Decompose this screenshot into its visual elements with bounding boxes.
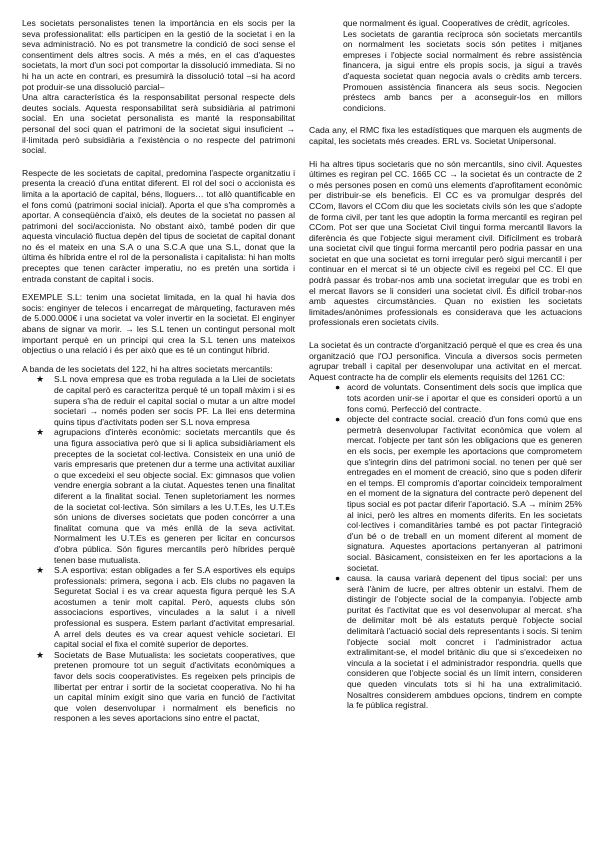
list-item-text: acord de voluntats. Consentiment dels socis que implica que tots acorden unir-se i aportar el que es consideri oportú a un fons comú. Perfecció del contracte.	[347, 382, 582, 414]
contract-requirements-list	[309, 382, 582, 710]
list-item-text: Societats de Base Mutualista: les societats cooperatives, que pretenen promoure tot un seguit d'activitats econòmiques a favor dels socis cooperativistes. Es regeixen pels principis de llibertat per entrar i sortir de la societat cooperativa. No hi ha un capital mínim exigit sino que varia en funció de l'activitat que volen desenvolupar i normalment els beneficis no responen a les seves aportacions sino entre el pactat,	[54, 649, 295, 724]
right-column	[309, 18, 582, 838]
list-item	[36, 650, 295, 724]
list-item-text: S.A esportiva: estan obligades a fer S.A esportives els equips professionals: primera, segona i acb. Els clubs no pagaven la Seguretat Social i es va crear aquesta figura perquè les S.A acostumen a tenir molt capital. Però, aquests clubs són associacions esportives, vinculades a la salut i a nivell professional es suspera. Estem parlant d'activitat empresarial. A arrel dels deutes es va crear aquest vehicle societari. El capital social el fixa el comitè superior de deportes.	[54, 565, 295, 650]
list-item	[335, 414, 582, 573]
mercantile-societies-list	[22, 374, 295, 724]
paragraph-rmc-statistics: Cada any, el RMC fixa les estadístiques que marquen els augments de capital, les societats més creades. ERL vs. Societat Unipersonal.	[309, 125, 582, 146]
black-circle-bullet-icon: ●	[335, 382, 341, 393]
two-column-layout	[22, 18, 582, 838]
list-item-text: causa. la causa variarà depenent del tipus social: per uns serà l'ànim de lucre, per altres obtenir un estalvi. l'hem de distingir de l'objecte social de la companyia. l'objecte amb puritat és l'activitat que es vol desenvolupar al mercat. s'ha de delimitar molt bé als estatuts perquè l'objecte social delimitarà l'actuació social dels representants i socis. Si tenim l'objecte social molt concret i l'administrador actua extralimitant-se, el model britànic diu que si s'excedeixen no vincula a la societat i el administrador respondria. quells que consideren que l'objecte social és un límit intern, consideren que queden vinculats tots si hi ha una extralimitació. Nosaltres considerem ambdues opcions, tindrem en compte la fe pública registral.	[347, 573, 582, 711]
list-item-text: agrupacions d'interès econòmic: societats mercantils que és una figura associativa però que si li aplica subsidiàriament els preceptes de la societat col·lectiva. Consisteix en una unió de varis empresaris que pretenen dur a terme una activitat auxiliar o que excedeixi el seu objecte social. Ex: gimnasos que volien vendre energia sobrant a la ciutat. Aquestes tenen una finalitat diferent a la finalitat social. Tenen supletoriament les normes de la societat col·lectiva. Són similars a les U.T.Es, les U.T.Es són unions de diverses societats que poden concórrer a una finalitat comuna que va més enllà de la seva activitat. Normalment les U.T.Es es generen per licitar en concursos d'obra pública. Són figures mercantils però híbrides perquè tenen base mutualista.	[54, 427, 295, 565]
paragraph-example-sl: EXEMPLE S.L: tenim una societat limitada, en la qual hi havia dos socis: enginyer de telecos i encarregat de màrqueting, facturaven més de 5.000.000€ i una societat va voler invertir en la societat. El enginyer abans de signar va morir. → les S.L tenen un contingut personal molt important perquè en un principi qui crea la S.L tenen uns mateixos objectius o una relació i és per això que es té un contingut híbrid.	[22, 292, 295, 356]
list-item	[335, 382, 582, 414]
black-star-icon: ★	[36, 427, 45, 438]
left-column	[22, 18, 295, 838]
black-star-icon: ★	[36, 565, 45, 576]
paragraph-personal-liability: Una altra característica és la responsabilitat personal respecte dels deutes socials. Aquesta responsabilitat serà subsidiària al patrimoni social. En una societat personalista es manté la responsabilitat personal del soci quan el patrimoni de la societat sigui insuficient → il·limitada però subsidiària a l'existència o no respecte del patrimoni social.	[22, 92, 295, 156]
black-circle-bullet-icon: ●	[335, 414, 341, 425]
list-item	[335, 573, 582, 711]
paragraph-other-mercantile: A banda de les societats del 122, hi ha altres societats mercantils:	[22, 363, 273, 374]
paragraph-reciprocal-guarantee: Les societats de garantia recíproca són societats mercantils on normalment les societats socis són petites i mitjanes empreses i l'objecte social normalment és rebre assistència financera, ja sigui entre els propis socis, ja sigui a través d'aquesta societat quan negocia avals o crèdits amb tercers. Promouen assistència financera als seus socis. Negocien préstecs amb bancs per a aconseguir-los en millors condicions.	[343, 28, 582, 113]
paragraph-civil-societies: Hi ha altres tipus societaris que no són mercantils, sino civil. Aquestes últimes es regiran pel CC. 1665 CC → la societat és un contracte de 2 o més persones posen en comú uns elements d'aprofitament econòmic per distribuir-se els beneficis. El CC es va promulgar després del CCom, llavors el CCom diu que les societats civils són les que s'adopte de forma civil, per tant les que adoptin la forma mercantil es regiran pel CCom. Pot ser que una Societat Civil tingui forma mercantil llavors la diferència és que l'objecte sigui merament civil. Difícilment es trobarà una societat civil que tingui forma mercantil pero podria passar en una societat en que una societat es torni irregular però sigui mercantil i per continuar en el mercat si té un objecte civil es regeixi pel CC. El que podrà passar és trobar-nos amb una societat irregular que es trobi en el mercat llavors se li consideri una societat civil. És difícil trobar-nos amb aquestes circumstàncies. Quan no existien les societats limitades/anònimes professionals es considerava que les actuacions professionals eren societats civils.	[309, 158, 582, 328]
black-circle-bullet-icon: ●	[335, 573, 341, 584]
list-item	[36, 565, 295, 650]
paragraph-capital-societies: Respecte de les societats de capital, predomina l'aspecte organitzatiu i presenta la creació d'una entitat diferent. El rol del soci o accionista es limita a la aportació de capital, béns, lloguers… tot allò quantificable en el fons comú (patrimoni social inicial). Aporta el que s'ha compromès a aportar. A conseqüència d'això, els deutes de la societat no passen al patrimoni del soci/accionista. No obstant això, també poden dir que aquesta vinculació fluctua depèn del tipus de societat de capital donant no és el mateix en una S.A o una S.C.A que una S.L, donat que la última és híbrida entre el rol de la personalista i capitalista: hi han molts preceptes que tenen caràcter imperatiu, no es pretén una sortida i entrada constant de capital i socis.	[22, 167, 295, 284]
paragraph-personalist-societies: Les societats personalistes tenen la importància en els socis per la seva professionalitat: ells participen en la gestió de la societat i en la seva administració. No es pot transmetre la condició de soci sense el consentiment dels altres socis. A més a més, en el cas d'aquestes societats, la mort d'un soci pot comportar la dissolució immediata. Si no hi ha un acte en contrari, es presumirà la dissolució total –si ha acord pot produir-se una dissolució parcial–	[22, 18, 295, 92]
list-item	[36, 374, 295, 427]
list-item-text: objecte del contracte social. creació d'un fons comú que ens permetrà desenvolupar l'activitat econòmica que volem al mercat. l'objecte per tant són les obligacions que es generen en els socis, per exemple les aportacions que comprometem que s'integrin dins del patrimoni social. no tenen per què ser entregades en el moment de creació, sino que s poden diferir en el temps. El compromís d'aportar coincideix temporalment en el moment de la signatura del contracte però depenent del tipus social es pot pactar diferir l'aportació. S.A → mínim 25% al inici, però les altres en moments diferits. En les societats col·lectives i comanditàries també es pot pactar l'integració d'un bé o de treball en un moment diferent al moment de signatura. Aquestes aportacions pertanyeran al patrimoni social. Bàsicament, consisteixen en fer les aportacions a la societat.	[347, 414, 582, 573]
black-star-icon: ★	[36, 374, 45, 385]
black-star-icon: ★	[36, 649, 45, 660]
list-item-text: S.L nova empresa que es troba regulada a la Llei de societats de capital però es caracteritza perquè té un topall màxim i si es supera s'ha de reduir el capital social o mutar a un altre model societari → només poden ser socis PF. La llei ens determina quins tipus d'activitats poden ser S.L nova empresa	[54, 374, 295, 427]
list-item	[36, 427, 295, 565]
paragraph-cooperatives-continued: que normalment és igual. Cooperatives de crèdit, agrícoles.	[343, 18, 570, 28]
paragraph-organization-contract: La societat és un contracte d'organització perquè el que es crea és una organització que l'OJ personifica. Vincula a diversos socis permeten agrupar treball i capital per desenvolupar una activitat en el mercat. Aquest contracte ha de complir els elements requisits del 1261 CC:	[309, 340, 582, 382]
